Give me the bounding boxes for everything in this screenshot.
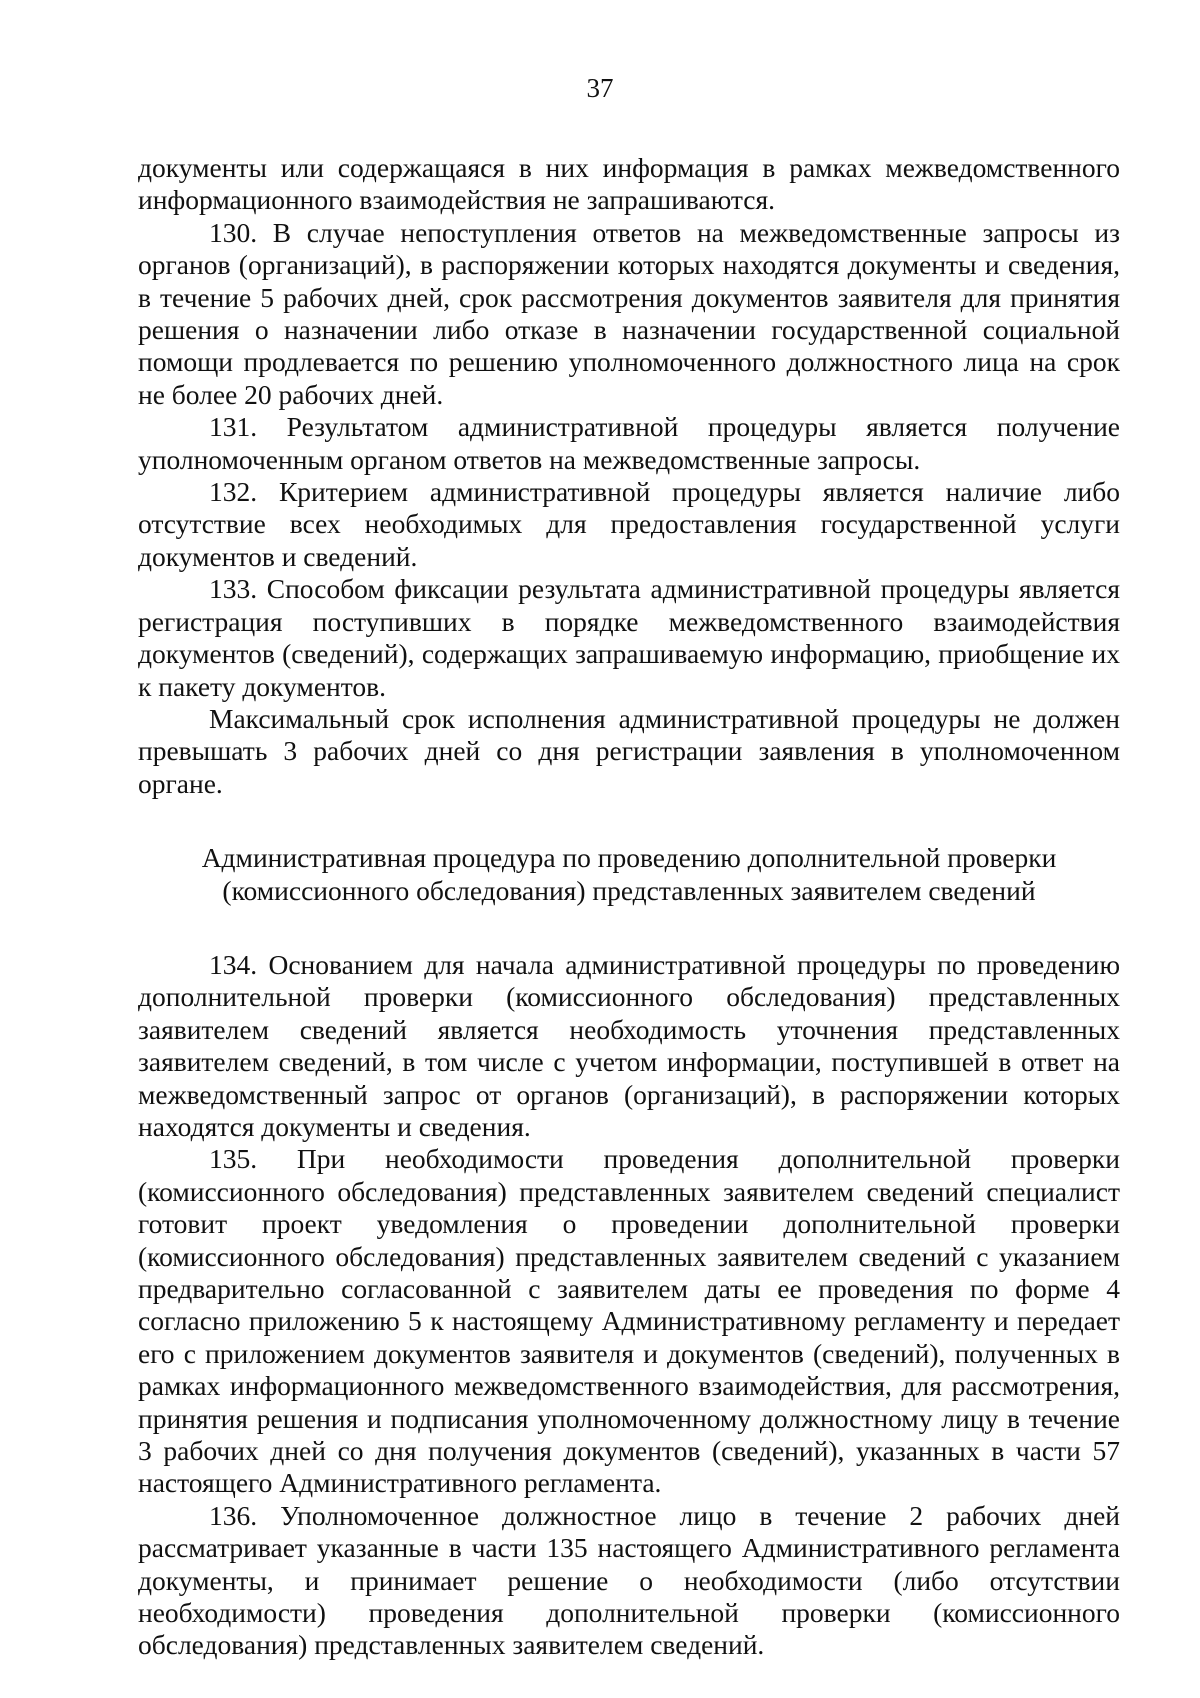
paragraph-131: 131. Результатом административной процедуры является получение уполномоченным органом ответов на межведомственные запросы. (138, 411, 1120, 475)
section-heading-line-1: Административная процедура по проведению дополнительной проверки (201, 842, 1057, 874)
section-heading-line-2: (комиссионного обследования) представленных заявителем сведений (222, 874, 1036, 906)
paragraph-136: 136. Уполномоченное должностное лицо в течение 2 рабочих дней рассматривает указанные в части 135 настоящего Административного регламента документы, и принимает решение о необходимости (либо отсутствии необходимости) проведения дополнительной проверки (комиссионного обследования) представленных заявителем сведений. (138, 1499, 1120, 1661)
paragraph-continuation: документы или содержащаяся в них информация в рамках межведомственного информационного взаимодействия не запрашиваются. (138, 152, 1120, 216)
page-number: 37 (586, 73, 614, 103)
paragraph-130: 130. В случае непоступления ответов на межведомственные запросы из органов (организаций), в распоряжении которых находятся документы и сведения, в течение 5 рабочих дней, срок рассмотрения документов заявителя для принятия решения о назначении либо отказе в назначении государственной социальной помощи продлевается по решению уполномоченного должностного лица на срок не более 20 рабочих дней. (138, 216, 1120, 410)
paragraph-134: 134. Основанием для начала административной процедуры по проведению дополнительной проверки (комиссионного обследования) представленных заявителем сведений является необходимость уточнения представленных заявителем сведений, в том числе с учетом информации, поступившей в ответ на межведомственный запрос от органов (организаций), в распоряжении которых находятся документы и сведения. (138, 948, 1120, 1142)
paragraph-135: 135. При необходимости проведения дополнительной проверки (комиссионного обследования) представленных заявителем сведений специалист готовит проект уведомления о проведении дополнительной проверки (комиссионного обследования) представленных заявителем сведений с указанием предварительно согласованной с заявителем даты ее проведения по форме 4 согласно приложению 5 к настоящему Административному регламенту и передает его с приложением документов заявителя и документов (сведений), полученных в рамках информационного межведомственного взаимодействия, для рассмотрения, принятия решения и подписания уполномоченному должностному лицу в течение 3 рабочих дней со дня получения документов (сведений), указанных в части 57 настоящего Административного регламента. (138, 1143, 1120, 1499)
section-heading (138, 842, 1120, 907)
document-body (138, 152, 1120, 1662)
paragraph-max-term: Максимальный срок исполнения административной процедуры не должен превышать 3 рабочих дней со дня регистрации заявления в уполномоченном органе. (138, 702, 1120, 799)
paragraph-133: 133. Способом фиксации результата административной процедуры является регистрация поступивших в порядке межведомственного взаимодействия документов (сведений), содержащих запрашиваемую информацию, приобщение их к пакету документов. (138, 573, 1120, 702)
paragraph-132: 132. Критерием административной процедуры является наличие либо отсутствие всех необходимых для предоставления государственной услуги документов и сведений. (138, 476, 1120, 572)
